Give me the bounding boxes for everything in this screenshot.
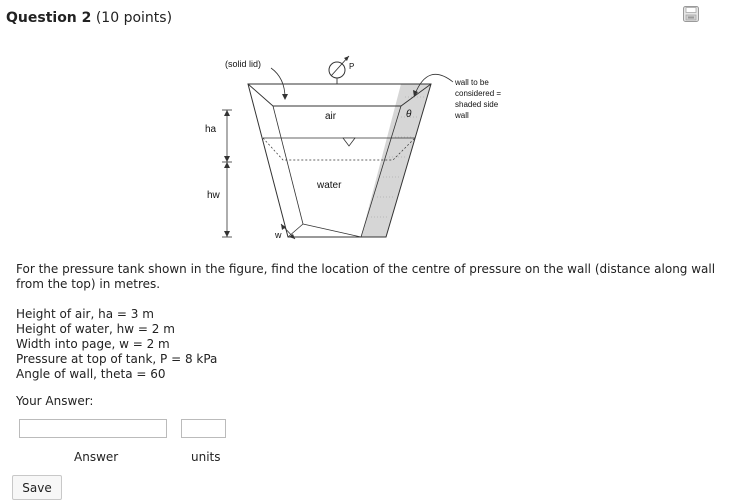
save-button[interactable]: Save (12, 475, 62, 500)
answer-input[interactable] (19, 419, 167, 438)
wall-note-line: considered = (455, 89, 502, 98)
lid-label: (solid lid) (225, 59, 262, 69)
w-label: w (275, 230, 282, 240)
question-number: Question 2 (6, 10, 92, 26)
question-header (0, 0, 729, 36)
given-line: Angle of wall, theta = 60 (16, 367, 166, 381)
given-line: Pressure at top of tank, P = 8 kPa (16, 352, 218, 366)
hw-label: hw (207, 190, 220, 201)
question-prompt: For the pressure tank shown in the figure, find the location of the centre of pressure on the wall (distance along wall from the top) in metres. (16, 262, 716, 291)
wall-note (455, 77, 501, 121)
wall-note-line: wall (455, 111, 469, 120)
air-label: air (325, 111, 337, 122)
pressure-tank-figure (203, 42, 517, 248)
units-caption: units (191, 450, 221, 464)
question-points: (10 points) (95, 10, 173, 26)
floppy-disk-icon[interactable] (683, 6, 699, 22)
tank-diagram (203, 42, 517, 248)
given-line: Height of air, ha = 3 m (16, 307, 154, 321)
wall-note-line: shaded side (455, 100, 499, 109)
pressure-label: P (349, 62, 355, 71)
wall-note-line: wall to be (455, 78, 489, 87)
water-level-marker (343, 138, 355, 146)
shaded-wall (361, 84, 431, 237)
your-answer-label: Your Answer: (16, 394, 94, 408)
given-line: Height of water, hw = 2 m (16, 322, 175, 336)
answer-caption: Answer (74, 450, 119, 464)
theta-label: θ (406, 109, 412, 120)
ha-label: ha (205, 124, 217, 135)
given-values (16, 307, 217, 382)
question-title (6, 10, 172, 26)
units-input[interactable] (181, 419, 226, 438)
water-label: water (317, 180, 342, 191)
given-line: Width into page, w = 2 m (16, 337, 170, 351)
